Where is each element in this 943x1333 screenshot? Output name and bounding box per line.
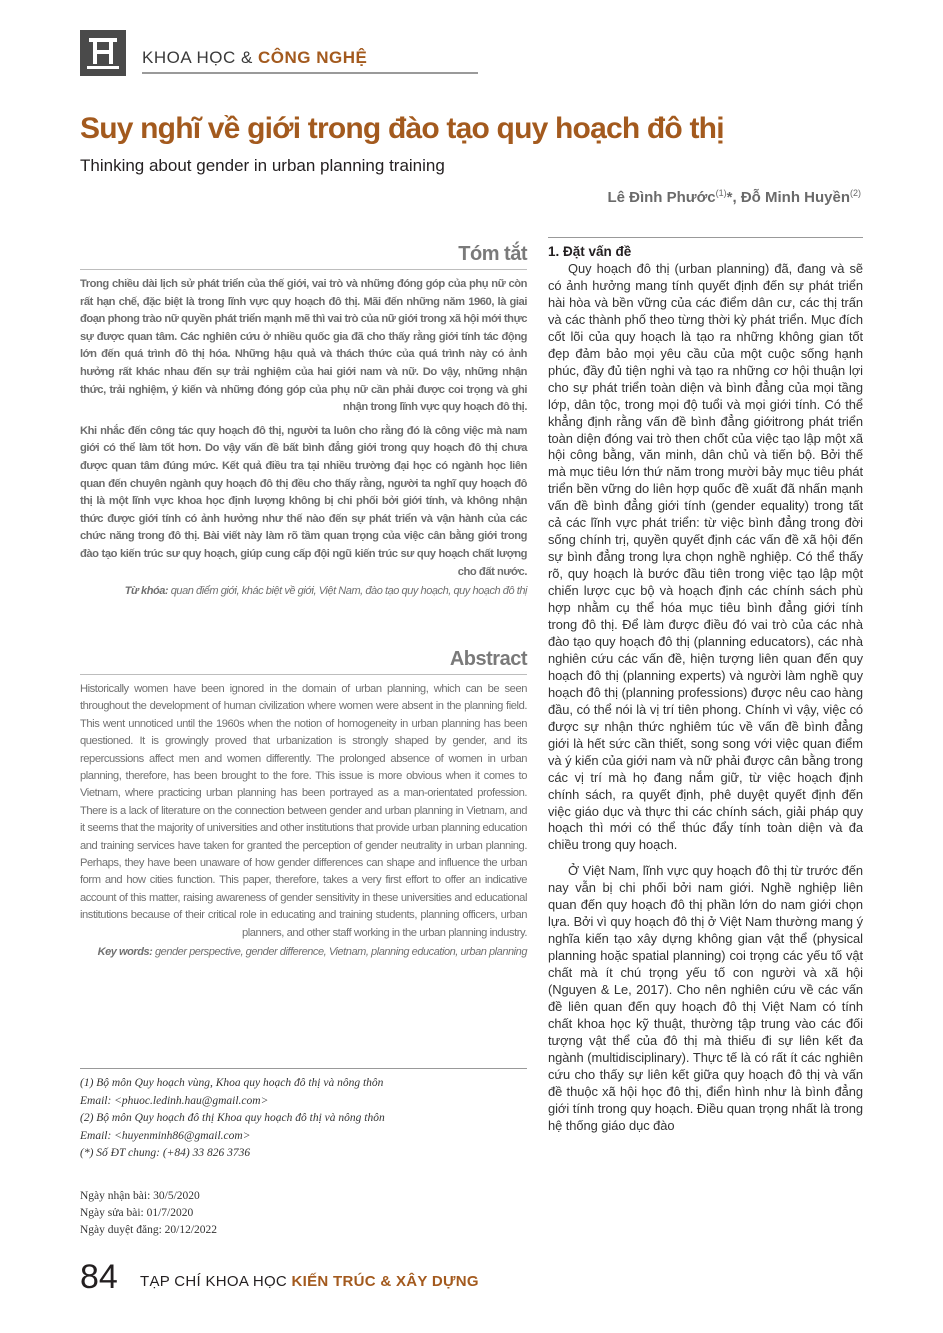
section-label-accent: CÔNG NGHỆ [258, 48, 368, 67]
abstract-en-section [80, 648, 527, 960]
footnote-affiliation-1: (1) Bộ môn Quy hoạch vùng, Khoa quy hoạch đô thị và nông thôn [80, 1077, 384, 1089]
summary-vn-divider [80, 269, 527, 270]
summary-vn-paragraph-1: Trong chiều dài lịch sử phát triển của thế giới, vai trò và những đóng góp của phụ nữ còn rất hạn chế, đặc biệt là trong lĩnh vực quy hoạch đô thị. Mãi đến những năm 1960, là giai đoạn phong trào nữ quyền phát triển mạnh mẽ thì vai trò của nữ giới trong xã hội mới thực sự được quan tâm. Các nghiên cứu ở nhiều quốc gia đã cho thấy rằng giới tính tác động lớn đến quá trình đô thị hóa. Những hậu quả và thách thức của quá trình này có ảnh hưởng rất khác nhau đến sự trải nghiệm của hai giới nam và nữ. Do vậy, những nhận thức, trải nghiệm, ý kiến và những đóng góp của phụ nữ cần phải được coi trọng và ghi nhận trong lĩnh vực quy hoạch đô thị. [80, 278, 527, 414]
author-1-mark: *, [726, 189, 741, 206]
page-header [80, 30, 480, 80]
abstract-en-text: Historically women have been ignored in the domain of urban planning, which can be seen throughout the development of human civilization where women were absent in the planning field. This went unnoticed until the 1960s when the notion of homogeneity in urban planning has been questioned. It is growingly proved that urbanization is strongly shaped by gender, and its repercussions affect men and women differently. The prolonged absence of women in urban planning, therefore, has been brought to the fore. This issue is more obvious when it comes to Vietnam, where practicing urban planning has been portrayed as a man-orientated profession. There is a lack of literature on the connection between gender and urban planning in Vietnam, and it seems that the majority of universities and other institutions that provide urban planning education and training services have taken for granted the perception of gender neutrality in urban planning. Perhaps, they have been unaware of how gender differences can shape and influence the urban form and how cities function. This paper, therefore, takes a very first effort to offer an indicative account of this matter, raising awareness of gender sensitivity in these universities and educational institutions because of their critical role in educating and training students, planning officers, urban planners, and other staff working in the urban planning industry. [80, 683, 527, 939]
journal-name [140, 1273, 479, 1290]
summary-vn-heading: Tóm tắt [458, 243, 527, 265]
article-dates [80, 1188, 527, 1239]
date-revised: Ngày sửa bài: 01/7/2020 [80, 1207, 194, 1219]
article-authors [607, 188, 861, 206]
abstract-en-divider [80, 674, 527, 675]
introduction-paragraph-2: Ở Việt Nam, lĩnh vực quy hoạch đô thị từ trước đến nay vẫn bị chi phối bởi nam giới. Nghề nghiệp liên quan đến quy hoạch đô thị phần lớn do nam giới chọn lựa. Bởi vì quy hoạch đô thị ở Việt Nam thường mang ý nghĩa kiến tạo xây dựng không gian vật thể (physical planning hoặc spatial planning) coi trọng các yếu tố vật chất mà ít chú trọng yếu tố con người và xã hội (Nguyen & Le, 2017). Cho nên nghiên cứu về các vấn đề liên quan đến quy hoạch đô thị Việt Nam có tính chất khoa học kỹ thuật, thường tập trung vào các đối tượng vật thể của đô thị mà thiếu đi sự liên kết đa ngành (multidisciplinary). Thực tế là có rất ít các nghiên cứu cho thấy sự liên kết giữa quy hoạch đô thị và vấn đề thuộc xã hội học đô thị, điển hình như là bình đẳng giới tính trong quy hoạch. Điều quan trọng nhất là trong hệ thống giáo dục đào [548, 863, 863, 1133]
footnote-affiliation-2: (2) Bộ môn Quy hoạch đô thị Khoa quy hoạch đô thị và nông thôn [80, 1112, 385, 1124]
footnote-phone: (*) Số ĐT chung: (+84) 33 826 3736 [80, 1147, 251, 1159]
introduction-section [548, 237, 863, 1135]
author-1: Lê Đình Phước [607, 189, 716, 206]
introduction-heading: 1. Đặt vấn đề [548, 244, 632, 259]
author-2: Đỗ Minh Huyền [740, 189, 850, 206]
date-received: Ngày nhận bài: 30/5/2020 [80, 1190, 200, 1202]
summary-vn-section [80, 243, 527, 599]
abstract-en-keywords-label: Key words: [97, 946, 153, 959]
abstract-en-keywords-text: gender perspective, gender difference, Vietnam, planning education, urban planning [152, 946, 527, 959]
introduction-divider [548, 237, 863, 238]
summary-vn-keywords-label: Từ khóa: [124, 585, 169, 598]
article-subtitle: Thinking about gender in urban planning training [80, 156, 445, 175]
author-2-affiliation: (2) [850, 188, 861, 198]
date-accepted: Ngày duyệt đăng: 20/12/2022 [80, 1224, 218, 1236]
abstract-en-keywords [80, 944, 527, 960]
abstract-en-heading: Abstract [449, 648, 527, 670]
footnote-email-2: Email: <huyenminh86@gmail.com> [80, 1129, 251, 1142]
summary-vn-keywords [80, 583, 527, 599]
journal-name-accent: KIẾN TRÚC & XÂY DỰNG [291, 1273, 479, 1290]
article-title: Suy nghĩ về giới trong đào tạo quy hoạch đô thị [80, 112, 724, 145]
introduction-paragraph-1: Quy hoạch đô thị (urban planning) đã, đang và sẽ có ảnh hưởng mang tính quyết định đến sự phát triển hài hòa và bền vững của các điểm dân cư, các thị trấn và các thành phố theo từng thời kỳ phát triển. Mục đích cốt lõi của quy hoạch là tạo ra những không gian tốt đẹp đảm bảo mọi yêu cầu của một cuộc sống hạnh phúc, đầy đủ tiện nghi và tạo ra những cơ hội thuận lợi cho sự phát triển toàn diện và bình đẳng của mọi tầng lớp, dân tộc, trong mọi độ tuổi và mọi giới tính. Có thể khẳng định rằng vấn đề bình đẳng giớitrong phát triển toàn diện đóng vai trò then chốt của việc tạo lập một xã hội công bằng, văn minh, dân chủ và tiến bộ. Bởi thế mà mục tiêu lớn thứ năm trong mười bảy mục tiêu phát triển bền vững do liên hợp quốc đề xuất đã nhấn mạnh vấn đề bình đẳng giới tính (gender equality) trong tất cả các lĩnh vực phát triển: từ việc bình đẳng trong đời sống chính trị, quyền quyết định các vấn đề xã hội đến sự bình đẳng trong lựa chọn nghề nghiệp. Có thể thấy rõ, quy hoạch là bước đầu tiên trong việc tạo lập một chiến lược cục bộ và hoạch định các chính sách phù hợp nhằm cụ thể hóa mục tiêu bình đẳng giới tính trong đô thị. Để làm được điều đó vai trò của các nhà đào tạo quy hoạch đô thị (planning educators), các nhà nghiên cứu các vấn đề, hiện tượng liên quan đến quy hoạch đô thị (planning experts) và người làm nghề quy hoạch đô thị (planning professions) được nêu cao hàng đầu, có thể nói là vị trí tiên phong. Chính vì vậy, việc có được sự nhận thức nghiêm túc về vấn đề bình đẳng giới là hết sức cần thiết, song song với việc quan điểm và ý kiến của giới nam và nữ phải được cân bằng trong các vị trí mà họ đang nắm giữ, từ việc hoạch định chính sách, ra quyết định, phê duyệt quyết định đến việc giáo dục và thực thi các chính sách, giải pháp quy hoạch thì mới có thể thúc đẩy tính toàn diện và đa chiều trong quy hoạch. [548, 261, 863, 853]
section-label [142, 48, 367, 68]
page-number: 84 [80, 1258, 118, 1296]
author-footnotes [80, 1068, 527, 1163]
author-1-affiliation: (1) [715, 188, 727, 198]
header-divider [142, 72, 478, 74]
summary-vn-keywords-text: quan điểm giới, khác biệt về giới, Việt Nam, đào tạo quy hoạch, quy hoạch đô thị [168, 585, 527, 598]
journal-logo-icon [80, 30, 126, 76]
journal-name-prefix: TẠP CHÍ KHOA HỌC [140, 1273, 292, 1290]
summary-vn-paragraph-2: Khi nhắc đến công tác quy hoạch đô thị, người ta luôn cho rằng đó là công việc mà nam giới có thể làm tốt hơn. Do vậy vấn đề bất bình đẳng giới trong quy hoạch đô thị chưa được quan tâm đúng mức. Kết quả điều tra tại nhiều trường đại học có ngành học liên quan đến chuyên ngành quy hoạch đô thị đều cho thấy rằng, người ta nghĩ quy hoạch đô thị là một lĩnh vực khoa học định lượng không bị chi phối bởi giới tính, và không nhận thức được giới tính có ảnh hưởng như thế nào đến sự phát triển và vận hành của các chức năng trong đô thị. Bài viết này làm rõ tầm quan trọng của việc cân bằng giới trong đào tạo kiến trúc sư quy hoạch, giúp cung cấp đội ngũ kiến trúc sư quy hoạch chất lượng cho đất nước. [80, 424, 527, 578]
footnote-email-1: Email: <phuoc.ledinh.hau@gmail.com> [80, 1094, 269, 1107]
page-footer [80, 1258, 880, 1298]
section-label-prefix: KHOA HỌC & [142, 48, 259, 67]
